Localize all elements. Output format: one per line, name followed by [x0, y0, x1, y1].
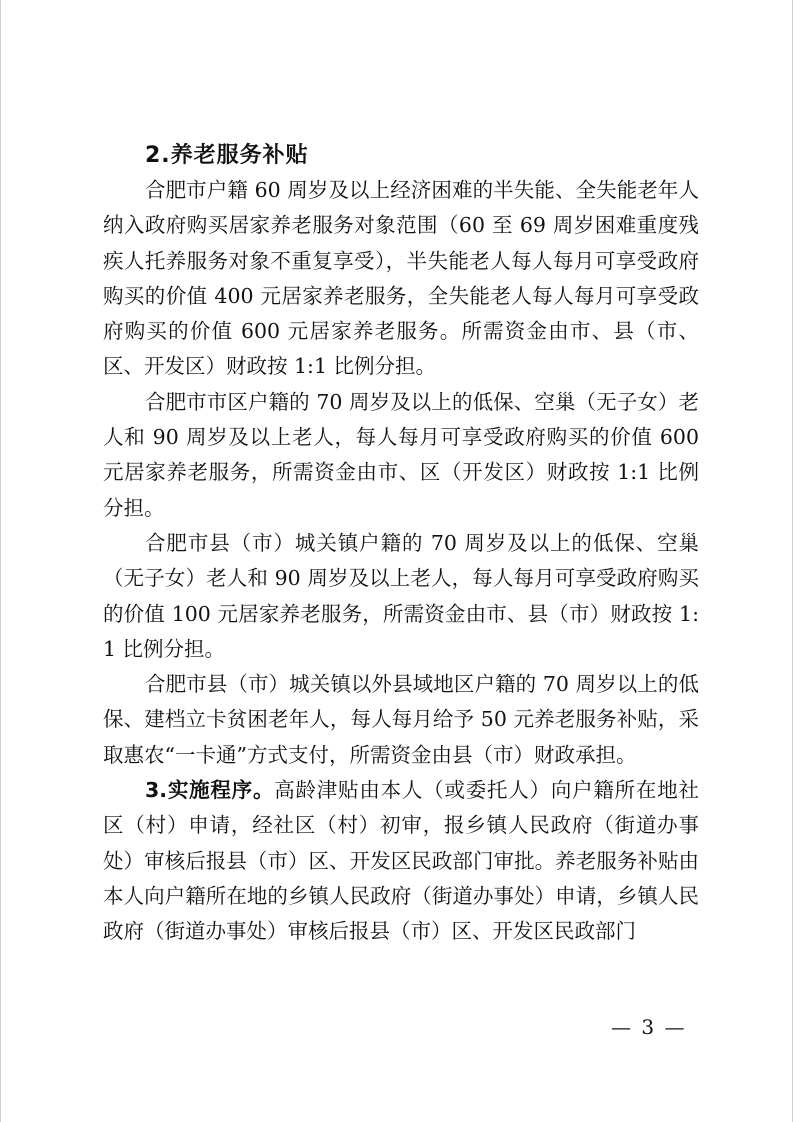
paragraph-implementation-procedure — [103, 773, 699, 949]
page-number: — 3 — — [611, 1015, 687, 1039]
section-heading: 2.养老服务补贴 — [145, 143, 309, 168]
paragraph-county-town-elderly: 合肥市县（市）城关镇户籍的 70 周岁及以上的低保、空巢（无子女）老人和 90 周岁及以上老人，每人每月可享受政府购买的价值 100 元居家养老服务，所需资金由市、县（市）财政按 1:1 比例分担。 — [103, 530, 699, 661]
paragraph-rural-county-elderly: 合肥市县（市）城关镇以外县域地区户籍的 70 周岁以上的低保、建档立卡贫困老年人，每人每月给予 50 元养老服务补贴，采取惠农“一卡通”方式支付，所需资金由县（市）财政承担。 — [103, 672, 699, 767]
procedure-text: 高龄津贴由本人（或委托人）向户籍所在地社区（村）申请，经社区（村）初审，报乡镇人民政府（街道办事处）审核后报县（市）区、开发区民政部门审批。养老服务补贴由本人向户籍所在地的乡镇人民政府（街道办事处）申请，乡镇人民政府（街道办事处）审核后报县（市）区、开发区民政部门 — [103, 778, 699, 944]
paragraph-semi-disabled-elderly: 合肥市户籍 60 周岁及以上经济困难的半失能、全失能老年人纳入政府购买居家养老服务对象范围（60 至 69 周岁困难重度残疾人托养服务对象不重复享受），半失能老人每人每月可享受政府购买的价值 400 元居家养老服务，全失能老人每人每月可享受政府购买的价值 600 元居家养老服务。所需资金由市、县（市、区、开发区）财政按 1:1 比例分担。 — [103, 178, 699, 379]
paragraph-urban-district-elderly: 合肥市市区户籍的 70 周岁及以上的低保、空巢（无子女）老人和 90 周岁及以上老人，每人每月可享受政府购买的价值 600 元居家养老服务，所需资金由市、区（开发区）财政按 1:1 比例分担。 — [103, 389, 699, 520]
procedure-title: 3.实施程序。 — [145, 778, 275, 803]
page-content — [103, 138, 699, 950]
